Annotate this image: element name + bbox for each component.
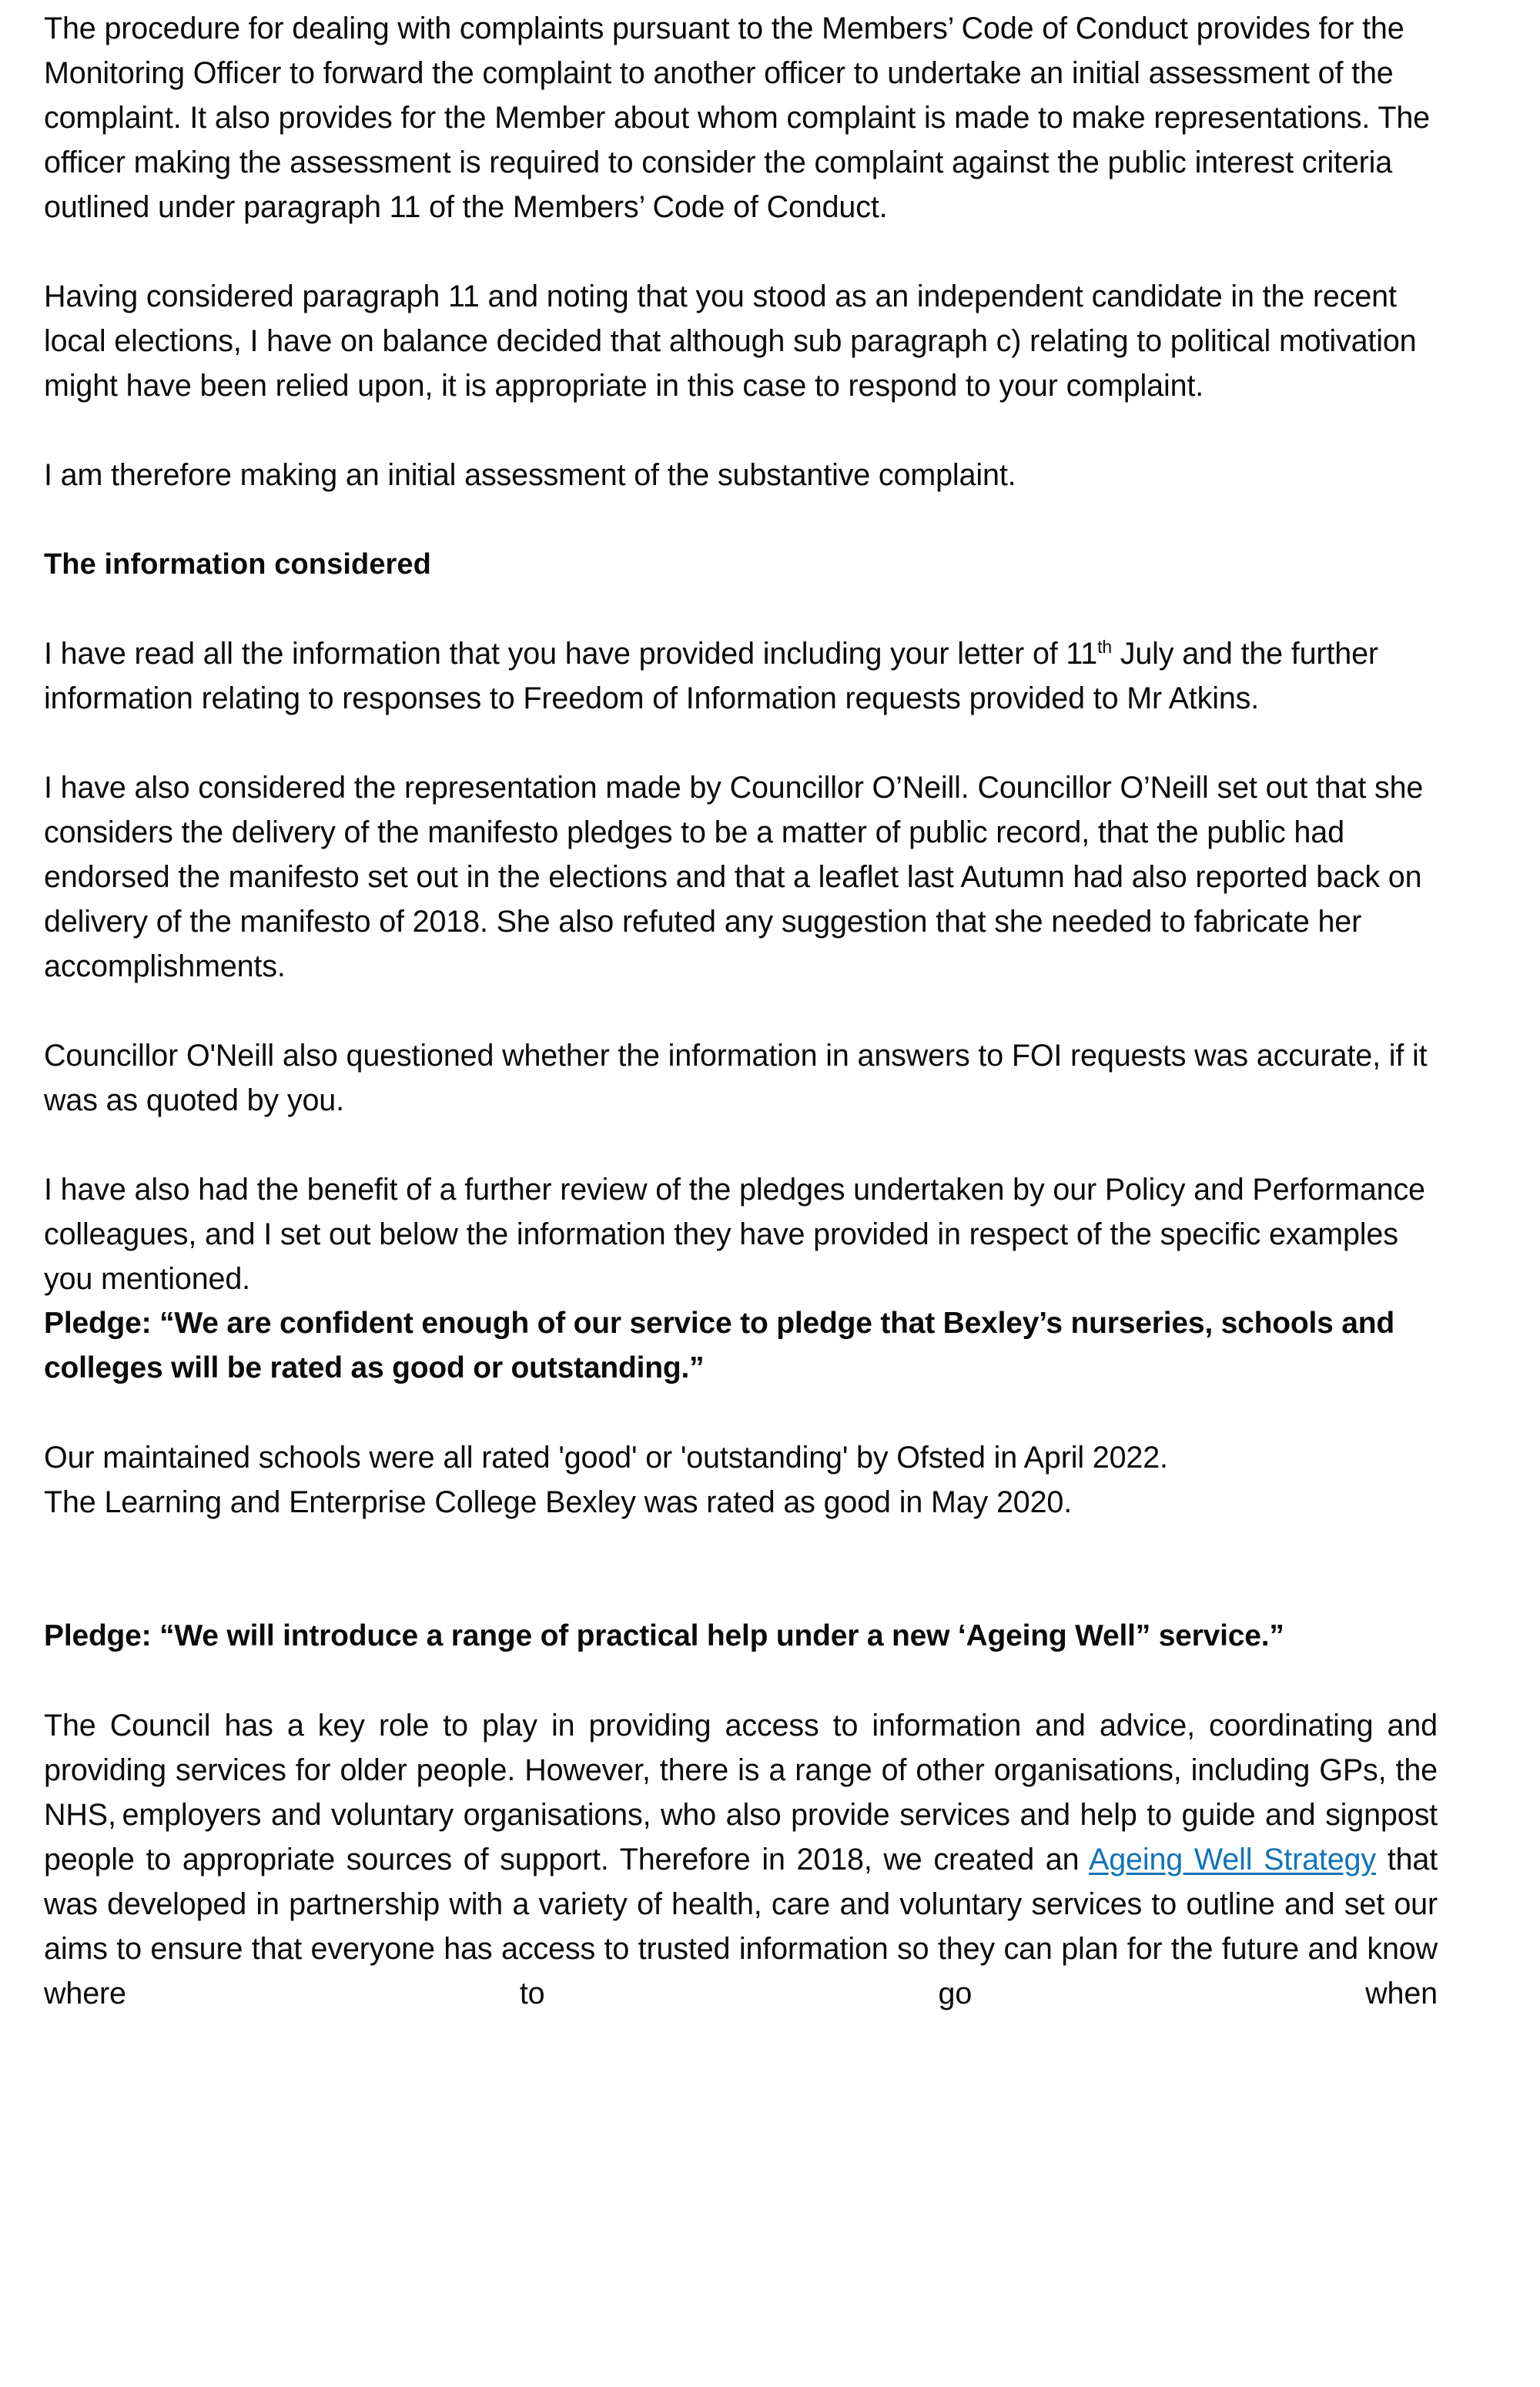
section-heading-information-considered: The information considered xyxy=(44,548,431,581)
document-body xyxy=(44,6,1438,2061)
paragraph-spacer xyxy=(44,497,1438,542)
pledge-heading-ageing-well: Pledge: “We will introduce a range of practical help under a new ‘Ageing Well” service.” xyxy=(44,1619,1284,1652)
paragraph-spacer xyxy=(44,1391,1438,1435)
paragraph-have-read-all xyxy=(44,631,1438,721)
paragraph-having-considered: Having considered paragraph 11 and noting that you stood as an independent candidate in the recent local elections, I have on balance decided that although sub paragraph c) relating to political motivation might have been relied upon, it is appropriate in this case to respond to your complaint. xyxy=(44,280,1417,403)
section-spacer xyxy=(44,1525,1438,1614)
ageing-well-strategy-link[interactable]: Ageing Well Strategy xyxy=(1089,1843,1376,1876)
paragraph-foi-questioned: Councillor O'Neill also questioned whether the information in answers to FOI requests was accurate, if it was as quoted by you. xyxy=(44,1039,1428,1117)
paragraph-procedure: The procedure for dealing with complaints pursuant to the Members’ Code of Conduct provides for the Monitoring Officer to forward the complaint to another officer to undertake an initial assessment of the complaint. It also provides for the Member about whom complaint is made to make representations. The officer making the assessment is required to consider the complaint against the public interest criteria outlined under paragraph 11 of the Members’ Code of Conduct. xyxy=(44,12,1430,224)
paragraph-have-read-all-text-before: I have read all the information that you have provided including your letter of 11 xyxy=(44,637,1098,671)
paragraph-spacer xyxy=(44,721,1438,765)
paragraph-spacer xyxy=(44,989,1438,1033)
paragraph-learning-enterprise-college: The Learning and Enterprise College Bexley was rated as good in May 2020. xyxy=(44,1485,1073,1519)
paragraph-council-text-after: that was developed in partnership with a variety of health, care and voluntary services to outline and set our aims to ensure that everyone has access to trusted information so they can plan for the future and know where to go when xyxy=(44,1843,1438,2010)
paragraph-council-key-role xyxy=(44,1703,1438,2061)
paragraph-spacer xyxy=(44,229,1438,274)
paragraph-spacer xyxy=(44,587,1438,631)
paragraph-ofsted-ratings: Our maintained schools were all rated 'good' or 'outstanding' by Ofsted in April 2022. xyxy=(44,1441,1168,1475)
ordinal-superscript: th xyxy=(1097,636,1112,657)
paragraph-representation-oneill: I have also considered the representation made by Councillor O’Neill. Councillor O’Neill set out that she considers the delivery of the manifesto pledges to be a matter of public record, that the public had endorsed the manifesto set out in the elections and that a leaflet last Autumn had also reported back on delivery of the manifesto of 2018. She also refuted any suggestion that she needed to fabricate her accomplishments. xyxy=(44,771,1424,983)
paragraph-spacer xyxy=(44,408,1438,453)
pledge-heading-schools: Pledge: “We are confident enough of our service to pledge that Bexley’s nurseries, schools and colleges will be rated as good or outstanding.” xyxy=(44,1307,1394,1384)
paragraph-spacer xyxy=(44,1123,1438,1167)
paragraph-further-review: I have also had the benefit of a further review of the pledges undertaken by our Policy and Performance colleagues, and I set out below the information they have provided in respect of the specific examples you mentioned. xyxy=(44,1173,1425,1296)
paragraph-initial-assessment: I am therefore making an initial assessment of the substantive complaint. xyxy=(44,458,1016,492)
paragraph-spacer xyxy=(44,1659,1438,1703)
paragraph-council-text-before: The Council has a key role to play in providing access to information and advice, coordinating and providing services for older people. However, there is a range of other organisations, including GPs, the NHS, employers and voluntary organisations, who also provide services and help to guide and signpost people to appropriate sources of support. Therefore in 2018, we created an xyxy=(44,1709,1438,1876)
paragraph-have-read-all-text-after: July and the further information relating to responses to Freedom of Information requests provided to Mr Atkins. xyxy=(44,637,1378,715)
